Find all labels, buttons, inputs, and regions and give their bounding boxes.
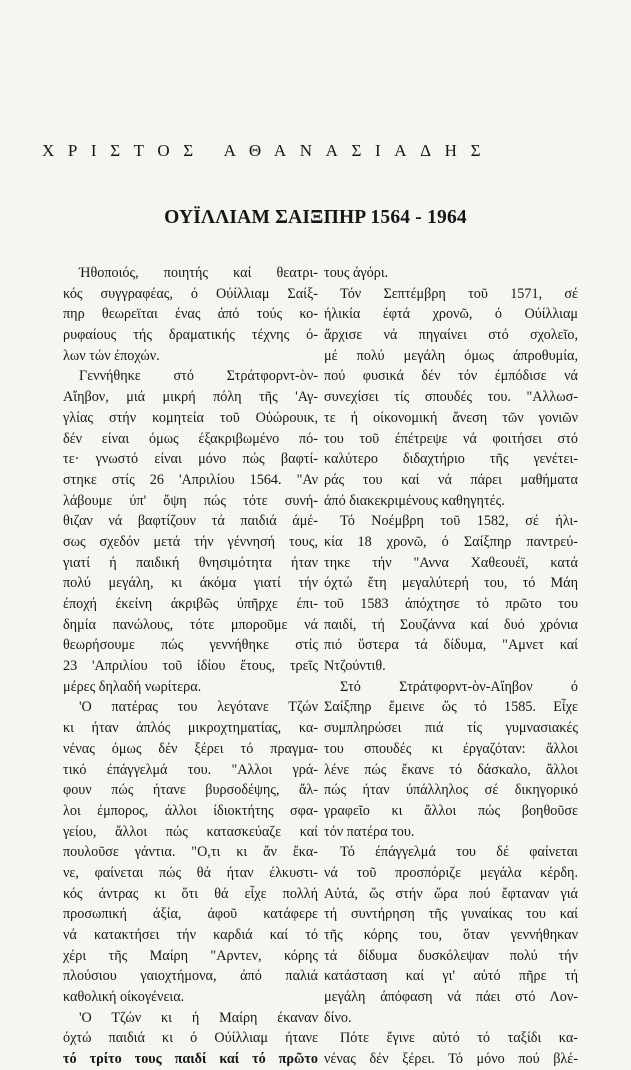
text-line: Γεννήθηκε στό Στράτφορντ-ὸν- bbox=[79, 368, 318, 385]
author-name: ΧΡΙΣΤΟΣ ΑΘΑΝΑΣΙΑΔΗΣ bbox=[42, 141, 495, 160]
text-line: φουν πώς ήτανε βυρσοδέψης, ἄλ- bbox=[63, 782, 318, 799]
text-line: πώς ήταν ύπάλληλος σέ δικηγορικό bbox=[324, 782, 578, 799]
text-line: δέν είναι όμως έξακριβωμένο πό- bbox=[63, 430, 318, 447]
text-line: κι ήταν άπλός μικροχτηματίας, κα- bbox=[63, 720, 318, 737]
text-line: δίνο. bbox=[324, 1009, 352, 1026]
text-line: κία 18 χρονῶ, ό Σαίξπηρ παντρεύ- bbox=[324, 533, 578, 550]
text-line: Αἴηβον, μιά μικρή πόλη τῆς 'Αγ- bbox=[63, 389, 318, 406]
left-column bbox=[63, 263, 318, 1070]
text-line: μέρες δηλαδή νωρίτερα. bbox=[63, 678, 202, 695]
text-line: Πότε ἔγινε αὐτό τό ταξίδι κα- bbox=[340, 1030, 578, 1047]
text-line: θεωρήσουμε πώς γεννήθηκε στίς bbox=[63, 637, 318, 654]
text-line: τε ή οίκονομική ἄνεση τῶν γονιῶν bbox=[324, 409, 578, 426]
text-line: του σπουδές κι έργαζόταν: ἄλλοι bbox=[324, 740, 578, 757]
text-line: Ντζούντιθ. bbox=[324, 658, 386, 675]
text-line: συμπληρώσει πιά τίς γυμνασιακές bbox=[324, 720, 578, 737]
text-line: γείου, ἄλλοι πώς κατασκεύαζε καί bbox=[63, 823, 318, 840]
text-line: Τόν Σεπτέμβρη τοῦ 1571, σέ bbox=[340, 285, 578, 302]
text-line: όχτώ ἔτη μεγαλύτερή του, τό Μάη bbox=[324, 575, 578, 592]
text-line: έποχή έκείνη άκριβῶς ύπῆρχε έπι- bbox=[63, 596, 318, 612]
text-line: πουλοῦσε γάντια. "Ο,τι κι ἄν ἔκα- bbox=[63, 844, 318, 861]
text-line: Σαίξπηρ ἔμεινε ὥς τό 1585. Εἶχε bbox=[324, 699, 578, 716]
text-line: νένας δέν ξέρει. Τό μόνο πού βλέ- bbox=[324, 1051, 578, 1068]
text-line: ράς του καί νά πάρει μαθήματα bbox=[324, 471, 578, 488]
text-line: τικό έπάγγελμά του. "Αλλοι γρά- bbox=[63, 761, 318, 778]
text-line: χέρι τῆς Μαίρη "Αρντεν, κόρης bbox=[63, 947, 318, 964]
text-line: Αὐτά, ὥς στήν ὥρα πού ἔφταναν γιά bbox=[324, 885, 578, 902]
text-line: κός άντρας κι ὅτι θά εἶχε πολλή bbox=[63, 885, 318, 902]
text-line: τῆς κόρης του, ὅταν γεννήθηκαν bbox=[324, 927, 578, 943]
text-line: τοῦ 1583 άπόχτησε τό πρῶτο του bbox=[324, 596, 578, 612]
text-line: θιζαν νά βαφτίζουν τά παιδιά άμέ- bbox=[63, 513, 318, 530]
text-line: μέ πολύ μεγάλη όμως άπροθυμία, bbox=[324, 347, 578, 364]
text-line: λάβουμε ύπ' ὄψη πώς τότε συνή- bbox=[63, 492, 318, 509]
text-line: γλίας στήν κομητεία τοῦ Οὐώρουικ, bbox=[63, 409, 318, 426]
text-line: Ήθοποιός, ποιητής καί θεατρι- bbox=[79, 265, 318, 281]
text-line: 'Ο Τζών κι ή Μαίρη έκαναν bbox=[79, 1009, 318, 1026]
text-line: Στό Στράτφορντ-ὸν-Αἴηβον ό bbox=[340, 678, 578, 695]
text-line: λοι έμπορος, άλλοι ίδιοκτήτης σφα- bbox=[63, 802, 318, 819]
text-line: νά κατακτήσει τήν καρδιά καί τό bbox=[63, 927, 318, 943]
text-line: ἄρχισε νά πηγαίνει στό σχολεῖο, bbox=[324, 327, 578, 344]
text-line: ρυφαίους τής δραματικής τέχνης ό- bbox=[63, 327, 318, 344]
text-line: πιό ὕστερα τά δίδυμα, "Αμνετ καί bbox=[324, 637, 578, 654]
text-line: πού φυσικά δέν τόν έμπόδισε νά bbox=[324, 368, 578, 385]
text-line: άπό διακεκριμένους καθηγητές. bbox=[324, 492, 505, 509]
text-line: Τό έπάγγελμά του δέ φαίνεται bbox=[340, 844, 578, 861]
text-line: 23 'Απριλίου τοῦ ἰδίου ἔτους, τρεῖς bbox=[63, 658, 318, 675]
text-line: τό τρίτο τους παιδί καί τό πρῶτο bbox=[63, 1051, 318, 1068]
text-line: πλούσιου γαιοχτήμονα, άπό παλιά bbox=[63, 968, 318, 985]
text-line: Τό Νοέμβρη τοῦ 1582, σέ ήλι- bbox=[340, 513, 578, 530]
text-line: συνεχίσει τίς σπουδές του. "Αλλωσ- bbox=[324, 389, 578, 406]
text-line: τά δίδυμα δυσκόλεψαν πολύ τήν bbox=[324, 947, 578, 964]
text-line: κατάσταση καί γι' αὐτό πῆρε τή bbox=[324, 968, 578, 985]
text-line: στηκε στίς 26 'Απριλίου 1564. "Αν bbox=[63, 471, 318, 488]
text-line: ήλικία έφτά χρονῶ, ό Ούίλλιαμ bbox=[324, 306, 578, 323]
text-line: προσωπική άξία, άφοῦ κατάφερε bbox=[63, 906, 318, 923]
text-line: πολύ μεγάλη, κι άκόμα γιατί τήν bbox=[63, 575, 318, 592]
text-line: τόν πατέρα του. bbox=[324, 823, 415, 840]
text-line: παιδί, τή Σουζάννα καί δυό χρόνια bbox=[324, 616, 578, 633]
article-title: ΟΥΪΛΛΙΑΜ ΣΑΙΞΠΗΡ 1564 - 1964 bbox=[164, 207, 467, 228]
text-line: καλύτερο διδαχτήριο τῆς γενέτει- bbox=[324, 451, 578, 468]
text-line: μεγάλη άπόφαση νά πάει στό Λον- bbox=[324, 989, 578, 1006]
text-line: δημία πανώλους, τότε μποροῦμε νά bbox=[63, 616, 318, 633]
text-line: τους άγόρι. bbox=[324, 265, 389, 281]
text-line: κός συγγραφέας, ό Ούίλλιαμ Σαίξ- bbox=[63, 285, 318, 302]
text-line: τή συντήρηση τῆς γυναίκας του καί bbox=[324, 906, 578, 923]
text-line: λένε πώς ἔκανε τό δάσκαλο, ἄλλοι bbox=[324, 761, 578, 778]
text-line: σως σχεδόν μετά τήν γέννησή τους, bbox=[63, 533, 318, 550]
right-column bbox=[324, 263, 578, 1070]
text-line: νά τοῦ προσπόριζε μεγάλα κέρδη. bbox=[324, 864, 578, 881]
text-line: γιατί ή παιδική θνησιμότητα ήταν bbox=[63, 554, 318, 571]
text-line: νένας όμως δέν ξέρει τό πραγμα- bbox=[63, 740, 318, 757]
text-line: 'Ο πατέρας του λεγότανε Τζών bbox=[79, 699, 318, 716]
text-line: του τοῦ έπέτρεψε νά φοιτήσει στό bbox=[324, 430, 578, 447]
text-line: όχτώ παιδιά κι ό Ούίλλιαμ ήτανε bbox=[63, 1030, 318, 1047]
text-line: πηρ θεωρεϊται ένας άπό τούς κο- bbox=[63, 306, 318, 323]
text-line: τηκε τήν "Αννα Χαθεουέϊ, κατά bbox=[324, 554, 578, 571]
text-line: γραφεῖο κι ἄλλοι πώς βοηθοῦσε bbox=[324, 802, 578, 819]
text-line: καθολική οίκογένεια. bbox=[63, 989, 185, 1006]
text-line: τε· γνωστό είναι μόνο πώς βαφτί- bbox=[63, 451, 318, 468]
text-line: λων τών έποχών. bbox=[63, 347, 160, 364]
text-line: νε, φαίνεται πώς θά ήταν έλκυστι- bbox=[63, 864, 318, 881]
